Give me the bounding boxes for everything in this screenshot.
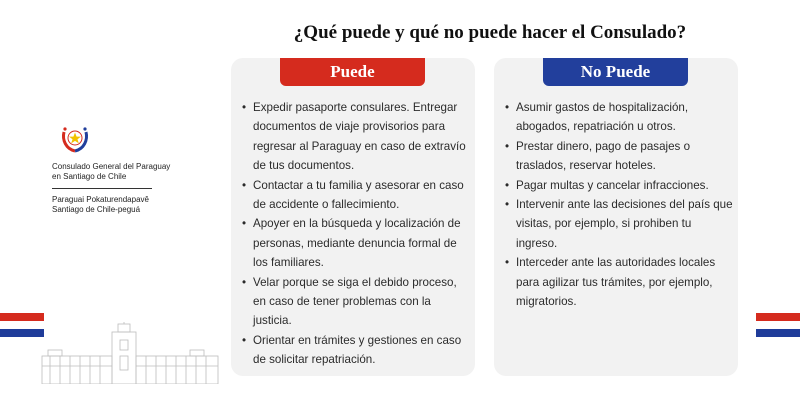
list-item: • Prestar dinero, pago de pasajes o traslados, reservar hoteles. (505, 137, 733, 176)
list-item: • Apoyer en la búsqueda y localización de personas, mediante denuncia formal de los familiares. (242, 214, 467, 272)
can-list (242, 98, 467, 370)
guarani-line1: Paraguai Pokaturendapavê (52, 195, 149, 204)
palace-illustration-icon (40, 322, 220, 384)
guarani-line2: Santiago de Chile-peguá (52, 205, 141, 214)
bullet-icon: • (242, 178, 247, 192)
cannot-heading: No Puede (543, 58, 688, 86)
bullet-icon: • (505, 256, 510, 270)
list-item: • Contactar a tu familia y asesorar en caso de accidente o fallecimiento. (242, 176, 467, 215)
list-item: • Pagar multas y cancelar infracciones. (505, 176, 733, 195)
can-heading: Puede (280, 58, 425, 86)
bullet-icon: • (505, 139, 510, 153)
brand-divider (52, 188, 152, 189)
bullet-icon: • (242, 333, 247, 347)
consulate-name-line1: Consulado General del Paraguay (52, 162, 171, 171)
paraguay-emblem-icon (58, 122, 92, 156)
consulate-name-guarani (52, 195, 222, 215)
consulate-name (52, 162, 222, 182)
bullet-icon: • (505, 178, 510, 192)
bullet-icon: • (242, 275, 247, 289)
consulate-name-line2: en Santiago de Chile (52, 172, 127, 181)
list-item: • Asumir gastos de hospitalización, abogados, repatriación u otros. (505, 98, 733, 137)
bullet-icon: • (505, 101, 510, 114)
flag-stripe-right (756, 313, 800, 337)
page-title: ¿Qué puede y qué no puede hacer el Consulado? (293, 22, 687, 43)
list-item: • Intervenir ante las decisiones del país que visitas, por ejemplo, si prohiben tu ingreso. (505, 195, 733, 253)
list-item: • Orientar en trámites y gestiones en caso de solicitar repatriación. (242, 331, 467, 370)
cannot-list (505, 98, 733, 311)
bullet-icon: • (242, 101, 247, 114)
bullet-icon: • (505, 198, 510, 212)
list-item: • Interceder ante las autoridades locales para agilizar tus trámites, por ejemplo, migratorios. (505, 253, 733, 311)
flag-stripe-left (0, 313, 44, 337)
list-item: • Velar porque se siga el debido proceso, en caso de tener problemas con la justicia. (242, 273, 467, 331)
list-item: • Expedir pasaporte consulares. Entregar documentos de viaje provisorios para regresar al Paraguay en caso de extravío de tus documentos. (242, 98, 467, 176)
bullet-icon: • (242, 217, 247, 231)
